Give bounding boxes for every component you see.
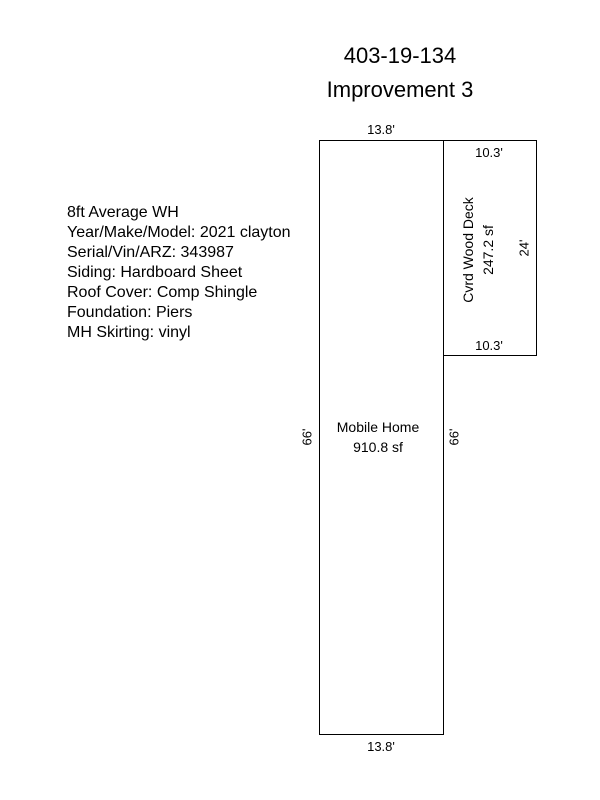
note-skirting: MH Skirting: vinyl: [67, 324, 191, 341]
note-serial: Serial/Vin/ARZ: 343987: [67, 244, 234, 261]
mobile-home-bottom-dimension: 13.8': [367, 739, 395, 754]
improvement-title: Improvement 3: [326, 77, 474, 102]
note-siding: Siding: Hardboard Sheet: [67, 264, 243, 281]
note-foundation: Foundation: Piers: [67, 304, 193, 321]
deck-bottom-dimension: 10.3': [475, 338, 503, 353]
deck-top-dimension: 10.3': [475, 145, 503, 160]
deck-label: [458, 197, 498, 303]
note-roof-cover: Roof Cover: Comp Shingle: [67, 284, 258, 301]
mobile-home-label: [337, 417, 419, 457]
parcel-id: 403-19-134: [343, 43, 457, 68]
mobile-home-area: 910.8 sf: [353, 439, 403, 455]
note-year-make-model: Year/Make/Model: 2021 clayton: [67, 224, 291, 241]
mobile-home-right-dimension: 66': [446, 428, 462, 446]
note-wall-height: 8ft Average WH: [67, 204, 179, 221]
deck-side-dimension: 24': [516, 239, 532, 257]
improvement-notes: [67, 203, 291, 343]
deck-name: Cvrd Wood Deck: [460, 197, 476, 303]
mobile-home-name: Mobile Home: [336, 419, 420, 435]
deck-area: 247.2 sf: [480, 225, 496, 275]
mobile-home-top-dimension: 13.8': [367, 122, 395, 137]
mobile-home-left-dimension: 66': [299, 428, 315, 446]
